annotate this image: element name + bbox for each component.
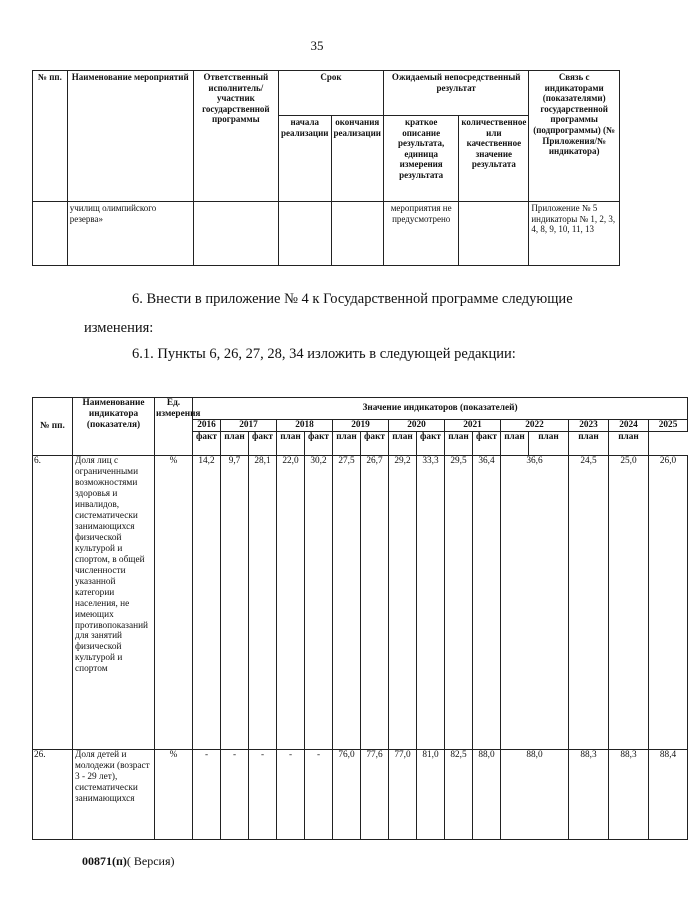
header-sub: план (609, 431, 649, 455)
cell-name: Доля лиц с ограниченными возможностями здоровья и инвалидов, систематически занимающихся физической культурой и спортом, в общей численности указанной категории населения, не имеющих противопоказаний для занятий физической культурой и спортом (73, 455, 155, 749)
cell-value: 88,0 (473, 749, 501, 839)
cell-value: 26,0 (649, 455, 688, 749)
cell-value: 81,0 (417, 749, 445, 839)
header-term-start: начала реализации (279, 116, 332, 202)
header-year: 2018 (277, 420, 333, 432)
cell-start (279, 202, 332, 266)
header-sub: факт (473, 431, 501, 455)
cell-name: училищ олимпийского резерва» (67, 202, 193, 266)
table-row (33, 749, 688, 839)
cell-value: 29,5 (445, 455, 473, 749)
cell-value: 36,4 (473, 455, 501, 749)
header-sub: факт (193, 431, 221, 455)
cell-value: 77,0 (389, 749, 417, 839)
cell-value: - (277, 749, 305, 839)
cell-num (33, 202, 68, 266)
cell-end (331, 202, 383, 266)
header-sub: план (569, 431, 609, 455)
cell-value: 22,0 (277, 455, 305, 749)
header-expected-short: краткое описание результата, единица измерения результата (383, 116, 458, 202)
paragraph-1-line-1: 6. Внести в приложение № 4 к Государственной программе следующие (132, 291, 573, 307)
header-num: № пп. (33, 398, 73, 456)
header-sub: факт (249, 431, 277, 455)
document-code: 00871(п) (82, 854, 127, 868)
header-sub: план (445, 431, 473, 455)
header-year: 2017 (221, 420, 277, 432)
cell-value: 25,0 (609, 455, 649, 749)
header-name: Наименование индикатора (показателя) (73, 398, 155, 456)
cell-value: 9,7 (221, 455, 249, 749)
cell-value: 27,5 (333, 455, 361, 749)
cell-value: 76,0 (333, 749, 361, 839)
table-row (33, 202, 620, 266)
header-sub: план (501, 431, 529, 455)
cell-value: 77,6 (361, 749, 389, 839)
header-term-end: окончания реализации (331, 116, 383, 202)
cell-value: 30,2 (305, 455, 333, 749)
cell-value: 82,5 (445, 749, 473, 839)
header-link: Связь с индикаторами (показателями) государственной программы (подпрограммы) (№ Приложения/№ индикатора) (529, 71, 620, 202)
cell-value: - (249, 749, 277, 839)
indicators-table (32, 397, 688, 840)
cell-value: - (305, 749, 333, 839)
header-year: 2023 (569, 420, 609, 432)
cell-name: Доля детей и молодежи (возраст 3 - 29 лет), систематически занимающихся (73, 749, 155, 839)
header-sub: план (529, 431, 569, 455)
cell-num: 26. (33, 749, 73, 839)
header-year: 2022 (501, 420, 569, 432)
cell-value: 26,7 (361, 455, 389, 749)
paragraph-1-line-2: изменения: (84, 320, 154, 336)
header-year: 2016 (193, 420, 221, 432)
header-unit: Ед. измерения (155, 398, 193, 456)
header-sub: план (277, 431, 305, 455)
header-expected-value: количественное или качественное значение результата (459, 116, 529, 202)
header-year: 2021 (445, 420, 501, 432)
header-term: Срок (279, 71, 384, 116)
header-responsible: Ответственный исполнитель/участник государственной программы (193, 71, 278, 202)
cell-value: 24,5 (569, 455, 609, 749)
cell-value: 36,6 (501, 455, 569, 749)
cell-responsible (193, 202, 278, 266)
cell-value: 88,3 (609, 749, 649, 839)
cell-value: 88,4 (649, 749, 688, 839)
cell-num: 6. (33, 455, 73, 749)
footer (82, 854, 175, 869)
cell-value: - (221, 749, 249, 839)
cell-unit: % (155, 749, 193, 839)
header-year: 2025 (649, 420, 688, 432)
cell-value: 33,3 (417, 455, 445, 749)
header-name: Наименование мероприятий (67, 71, 193, 202)
cell-value: 88,0 (501, 749, 569, 839)
cell-value: 14,2 (193, 455, 221, 749)
header-sub: факт (361, 431, 389, 455)
paragraph-2: 6.1. Пункты 6, 26, 27, 28, 34 изложить в следующей редакции: (132, 346, 516, 362)
header-sub: план (221, 431, 249, 455)
cell-value: - (193, 749, 221, 839)
document-version: ( Версия) (126, 854, 175, 868)
activities-table (32, 70, 620, 266)
header-year: 2020 (389, 420, 445, 432)
header-expected: Ожидаемый непосредственный результат (383, 71, 528, 116)
header-year: 2024 (609, 420, 649, 432)
cell-short: мероприятия не предусмотрено (383, 202, 458, 266)
cell-unit: % (155, 455, 193, 749)
header-values: Значение индикаторов (показателей) (193, 398, 688, 420)
cell-value: 29,2 (389, 455, 417, 749)
cell-value (459, 202, 529, 266)
header-year: 2019 (333, 420, 389, 432)
page-number: 35 (310, 38, 324, 53)
cell-value: 88,3 (569, 749, 609, 839)
cell-link: Приложение № 5 индикаторы № 1, 2, 3, 4, 8, 9, 10, 11, 13 (529, 202, 620, 266)
table-row (33, 455, 688, 749)
header-sub: план (389, 431, 417, 455)
header-num: № пп. (33, 71, 68, 202)
cell-value: 28,1 (249, 455, 277, 749)
header-sub: факт (417, 431, 445, 455)
header-sub: факт (305, 431, 333, 455)
header-sub: план (333, 431, 361, 455)
